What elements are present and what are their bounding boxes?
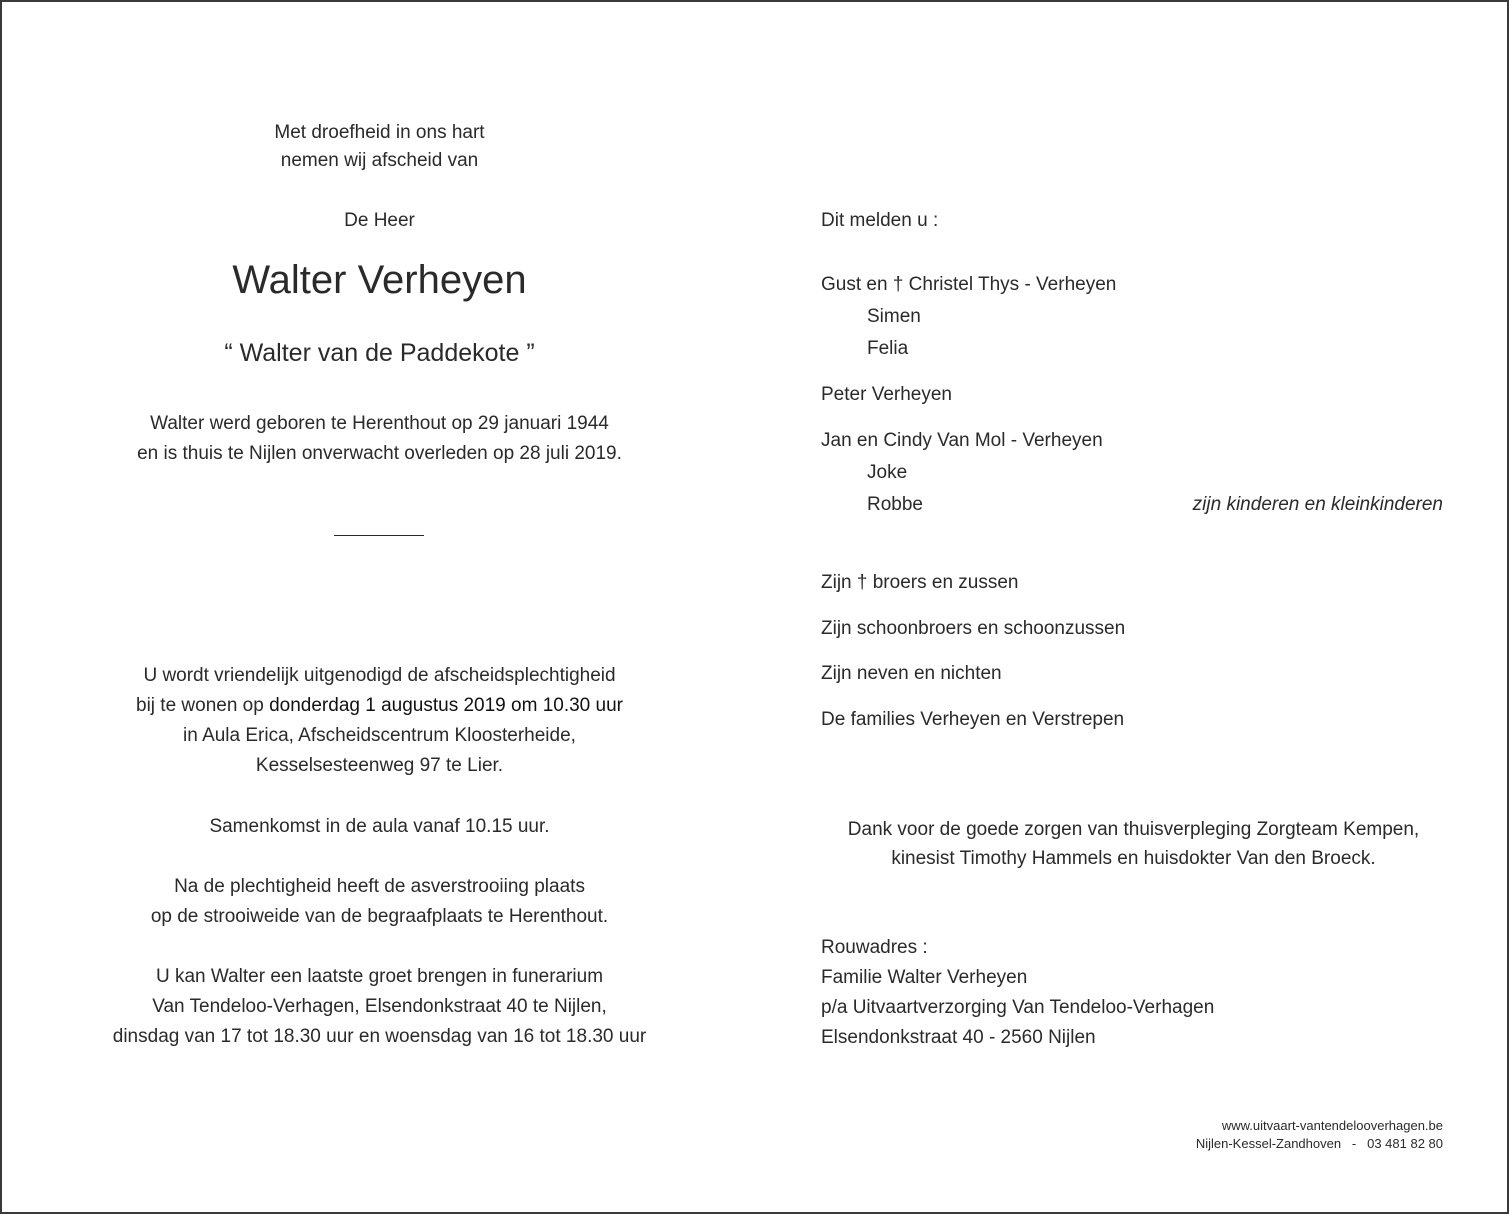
thanks-line-2: kinesist Timothy Hammels en huisdokter Van den Broeck. [891, 848, 1376, 869]
grandchild-name: Simen [867, 306, 921, 327]
invite-line-2-prefix: bij te wonen op [136, 695, 270, 716]
relatives-line: Zijn neven en nichten [821, 663, 1002, 684]
family-line-1: Gust en † Christel Thys - Verheyen [821, 274, 1117, 295]
family-line-3: Jan en Cindy Van Mol - Verheyen [821, 430, 1103, 451]
bio-line-1: Walter werd geboren te Herenthout op 29 januari 1944 [150, 413, 609, 434]
ceremony-date: donderdag 1 augustus 2019 om 10.30 uur [269, 695, 623, 716]
invite-line-1: U wordt vriendelijk uitgenodigd de afscheidsplechtigheid [143, 665, 616, 686]
address-line: Elsendonkstraat 40 - 2560 Nijlen [821, 1027, 1096, 1048]
grandchild-name: Robbe [867, 494, 923, 515]
intro-line-2: nemen wij afscheid van [280, 150, 479, 171]
address-heading: Rouwadres : [821, 937, 928, 958]
farewell-line-1: U kan Walter een laatste groet brengen in funerarium [155, 966, 604, 987]
scattering-line-2: op de strooiweide van de begraafplaats te Herenthout. [150, 906, 609, 927]
address-line: p/a Uitvaartverzorging Van Tendeloo-Verhagen [821, 997, 1215, 1018]
nickname: “ Walter van de Paddekote ” [224, 339, 535, 367]
family-line-2: Peter Verheyen [821, 384, 952, 405]
gathering-text: Samenkomst in de aula vanaf 10.15 uur. [209, 816, 550, 837]
intro-line-1: Met droefheid in ons hart [274, 122, 485, 143]
footer-contact: Nijlen-Kessel-Zandhoven - 03 481 82 80 [1195, 1136, 1443, 1151]
footer-website[interactable]: www.uitvaart-vantendelooverhagen.be [1221, 1118, 1443, 1133]
thanks-line-1: Dank voor de goede zorgen van thuisverpleging Zorgteam Kempen, [847, 819, 1420, 840]
grandchild-name: Joke [867, 462, 908, 483]
farewell-line-2: Van Tendeloo-Verhagen, Elsendonkstraat 40 te Nijlen, [152, 996, 607, 1017]
scattering-line-1: Na de plechtigheid heeft de asverstrooiing plaats [174, 876, 585, 897]
relation-note: zijn kinderen en kleinkinderen [1192, 494, 1443, 515]
relatives-line: Zijn schoonbroers en schoonzussen [821, 618, 1126, 639]
address-line: Familie Walter Verheyen [821, 967, 1028, 988]
invite-line-3: in Aula Erica, Afscheidscentrum Kloosterheide, [183, 725, 576, 746]
deceased-name: Walter Verheyen [232, 258, 527, 302]
farewell-line-3: dinsdag van 17 tot 18.30 uur en woensdag van 16 tot 18.30 uur [112, 1026, 647, 1047]
honorific: De Heer [344, 210, 415, 231]
divider-line [334, 535, 424, 536]
relatives-line: De families Verheyen en Verstrepen [821, 709, 1125, 730]
invite-line-4: Kesselsesteenweg 97 te Lier. [255, 755, 504, 776]
announce-text: Dit melden u : [821, 210, 939, 231]
relatives-line: Zijn † broers en zussen [821, 572, 1019, 593]
bio-line-2: en is thuis te Nijlen onverwacht overleden op 28 juli 2019. [137, 443, 622, 464]
invite-line-2 [2, 691, 757, 721]
grandchild-name: Felia [867, 338, 909, 359]
